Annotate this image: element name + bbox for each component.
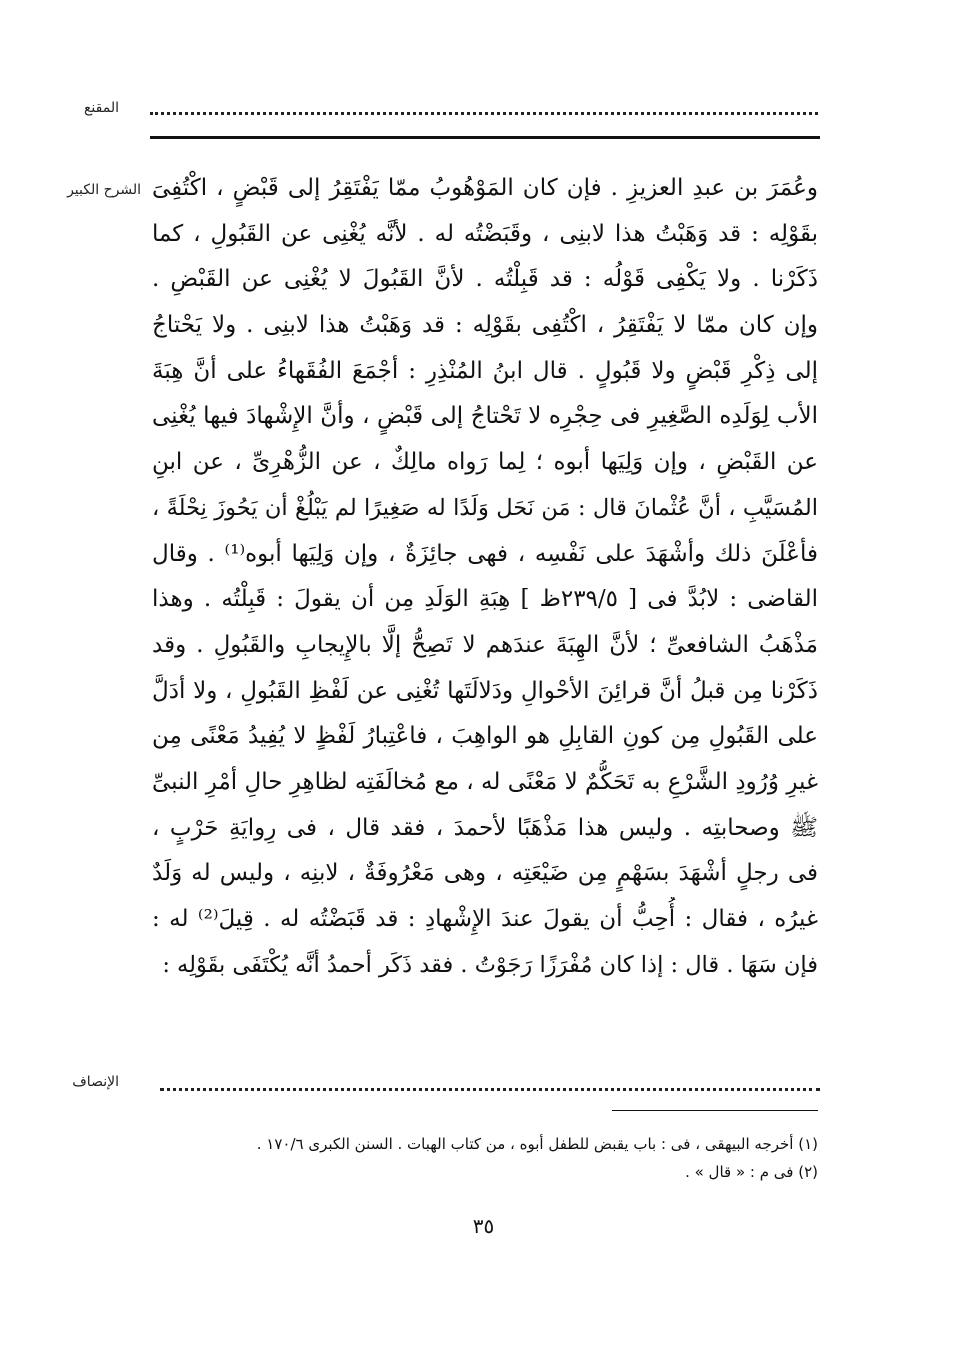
- text-line: عن القَبْضِ ، وإن وَلِيَها أبوه ؛ لِما رَواه مالِكٌ ، عن الزُّهْرِىِّ ، عن ابنِ: [152, 449, 818, 476]
- text-line: المُسَيَّبِ ، أنَّ عُثْمانَ قال : مَن نَحَل وَلَدًا له صَغِيرًا لم يَبْلُغْ أن يَحُوزَ نِحْلَةً ،: [152, 494, 818, 521]
- text-line: مَذْهَبُ الشافعىِّ ؛ لأنَّ الهِبَةَ عندَهم لا تَصِحُّ إلَّا بالإِيجابِ والقَبُولِ . وقد: [152, 631, 818, 658]
- text-line: بقَوْلِه : قد وَهَبْتُ هذا لابنِى ، وقَبَضْتُه له . لأنَّه يُغْنِى عن القَبُولِ ، كما: [152, 220, 818, 247]
- footnote-separator: [612, 1110, 818, 1111]
- header-rule: [150, 136, 820, 139]
- text-line: غيرِ وُرُودِ الشَّرْعِ به تَحَكُّمٌ لا مَعْنًى له ، مع مُخالَفَتِه لظاهِرِ حالِ أمْرِ النبىِّ: [152, 768, 818, 795]
- page-number: ٣٥: [472, 1214, 495, 1238]
- text-line: إلى ذِكْرِ قَبْضٍ ولا قَبُولٍ . قال ابنُ المُنْذِرِ : أجْمَعَ الفُقَهاءُ على أنَّ هِبَةَ: [152, 357, 818, 384]
- text-line: على القَبُولِ مِن كونِ القابِلِ هو الواهِبَ ، فاعْتِبارُ لَفْظٍ لا يُفِيدُ مَعْنًى مِن: [152, 723, 818, 750]
- text-line: ذَكَرْنا . ولا يَكْفِى قَوْلُه : قد قَبِلْتُه . لأنَّ القَبُولَ لا يُغْنِى عن القَبْضِ .: [152, 266, 818, 293]
- muqni-section-label: المقنع: [83, 100, 119, 116]
- main-text-body: [152, 166, 818, 988]
- text-line: فى رجلٍ أشْهَدَ بسَهْمٍ مِن ضَيْعَتِه ، وهى مَعْرُوفَةٌ ، لابنِه ، وليس له وَلَدٌ: [152, 860, 818, 887]
- footnote: (٢) فى م : « قال » .: [685, 1163, 818, 1181]
- text-line: وعُمَرَ بن عبدِ العزيزِ . فإن كان المَوْهُوبُ ممّا يَفْتَقِرُ إلى قَبْضٍ ، اكْتُفِىَ: [152, 175, 818, 201]
- text-line: غيرُه ، فقال : أُحِبُّ أن يقولَ عندَ الإِشْهادِ : قد قَبَضْتُه له . قِيلَ⁽²⁾ له :: [152, 906, 818, 932]
- sharh-section-label: الشرح الكبير: [67, 182, 141, 198]
- text-line: فإن سَهَا . قال : إذا كان مُفْرَزًا رَجَوْتُ . فقد ذَكَر أحمدُ أنَّه يُكْتَفَى بقَوْلِه :: [162, 951, 818, 978]
- muqni-dotted-placeholder: [150, 112, 818, 115]
- text-line: وإن كان ممّا لا يَفْتَقِرُ ، اكْتُفِى بقَوْلِه : قد وَهَبْتُ هذا لابنِى . ولا يَحْتاجُ: [152, 312, 818, 339]
- footnote: (١) أخرجه البيهقى ، فى : باب يقبض للطفل أبوه ، من كتاب الهبات . السنن الكبرى ١٧٠/٦ .: [256, 1135, 818, 1153]
- text-line: فأعْلَنَ ذلك وأشْهَدَ على نَفْسِه ، فهى جائِزَةٌ ، وإن وَلِيَها أبوه⁽¹⁾ . وقال: [152, 540, 818, 567]
- footnotes: [160, 1130, 818, 1186]
- text-line: الأب لِوَلَدِه الصَّغِيرِ فى حِجْرِه لا تَحْتاجُ إلى قَبْضٍ ، وأنَّ الإِشْهادَ فيها يُغْنِى: [152, 403, 818, 430]
- text-line: القاضى : لابُدَّ فى [ ٢٣٩/٥ظ ] هِبَةِ الوَلَدِ مِن أن يقولَ : قَبِلْتُه . وهذا: [152, 586, 818, 613]
- text-line: ذَكَرْنا مِن قبلُ أنَّ قرائِنَ الأحْوالِ ودَلالَتَها تُغْنِى عن لَفْظِ القَبُولِ ، ولا أدَلَّ: [152, 677, 818, 704]
- insaf-dotted-placeholder: [160, 1088, 820, 1091]
- text-line: ﷺ وصحابتِه . وليس هذا مَذْهَبًا لأحمدَ ، فقد قال ، فى رِوايَةِ حَرْبٍ ،: [152, 814, 818, 841]
- insaf-section-label: الإنصاف: [72, 1074, 119, 1090]
